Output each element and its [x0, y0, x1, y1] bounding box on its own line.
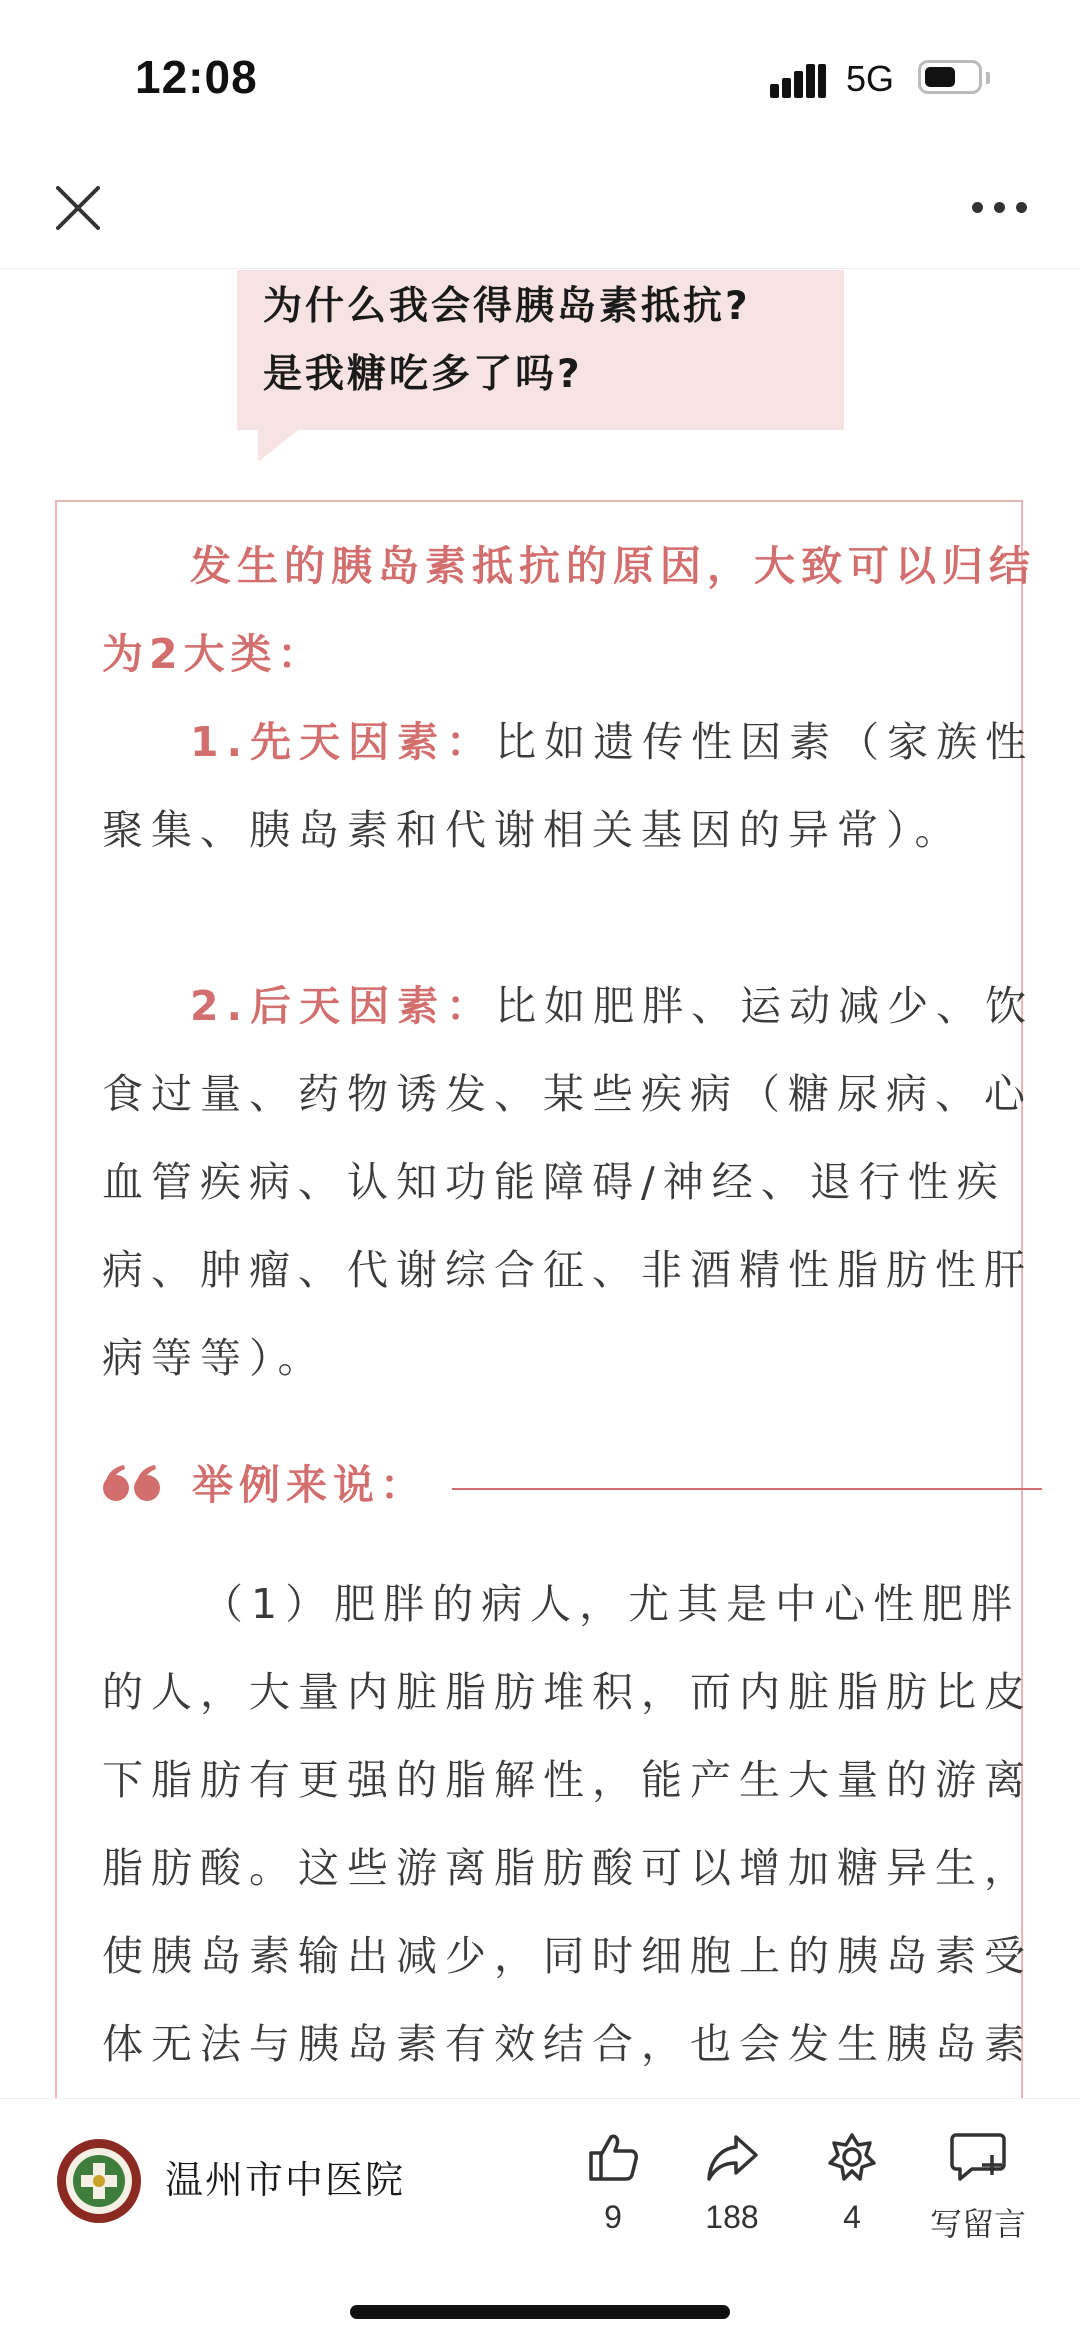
- example-title: 举例来说：: [192, 1461, 427, 1509]
- account-name[interactable]: 温州市中医院: [165, 2158, 406, 2202]
- point-1-paragraph: [102, 698, 1037, 874]
- network-type: 5G: [846, 58, 895, 99]
- status-time: 12:08: [135, 51, 258, 103]
- point-2-paragraph: [102, 962, 1037, 1402]
- account-avatar[interactable]: [55, 2137, 143, 2225]
- signal-icon: [770, 62, 826, 98]
- quote-icon: [102, 1464, 164, 1504]
- like-button[interactable]: [558, 2129, 668, 2249]
- question-callout: [237, 270, 844, 430]
- thumbs-up-icon: [585, 2129, 641, 2185]
- like-count: 9: [604, 2199, 622, 2235]
- question-line-2: 是我糖吃多了吗?: [263, 352, 583, 397]
- write-comment-label: 写留言: [929, 2205, 1026, 2243]
- flower-icon: [824, 2129, 880, 2185]
- battery-icon: [918, 60, 982, 94]
- more-button[interactable]: [972, 200, 1032, 216]
- point-2-text: 比如肥胖、运动减少、饮食过量、药物诱发、某些疾病（糖尿病、心血管疾病、认知功能障碍/神经、退行性疾病、肿瘤、代谢综合征、非酒精性脂肪性肝病等等）。: [102, 982, 1035, 1382]
- share-arrow-icon: [704, 2129, 760, 2185]
- question-line-1: 为什么我会得胰岛素抵抗?: [263, 284, 751, 329]
- example-divider: [452, 1488, 1042, 1490]
- share-count: 188: [705, 2199, 759, 2235]
- close-button[interactable]: [50, 180, 106, 236]
- example-header: [102, 1452, 1037, 1522]
- wow-button[interactable]: [797, 2129, 907, 2249]
- share-button[interactable]: [677, 2129, 787, 2249]
- write-comment-button[interactable]: [918, 2129, 1038, 2249]
- question-callout-tail: [258, 430, 298, 462]
- intro-paragraph: 发生的胰岛素抵抗的原因，大致可以归结为2大类：: [102, 542, 1036, 678]
- article-box: [55, 500, 1036, 2200]
- battery-tip: [986, 72, 990, 84]
- example-paragraph: （1）肥胖的病人，尤其是中心性肥胖的人，大量内脏脂肪堆积，而内脏脂肪比皮下脂肪有更强的脂解性，能产生大量的游离脂肪酸。这些游离脂肪酸可以增加糖异生，使胰岛素输出减少，同时细胞上的胰岛素受体无法与胰岛素有效结合，也会发生胰岛素: [102, 1580, 1033, 2068]
- point-2-label: 2.后天因素：: [190, 982, 496, 1030]
- close-icon: [50, 180, 106, 236]
- status-bar: [0, 0, 1080, 150]
- point-1-label: 1.先天因素：: [190, 718, 496, 766]
- nav-bar: [0, 150, 1080, 269]
- home-indicator[interactable]: [350, 2305, 730, 2319]
- wow-count: 4: [843, 2199, 861, 2235]
- more-dots-icon: [972, 202, 983, 213]
- comment-add-icon: [948, 2129, 1008, 2185]
- more-dot: [994, 202, 1005, 213]
- article-content[interactable]: [0, 270, 1080, 2100]
- more-dot: [1016, 202, 1027, 213]
- point-1-text: 比如遗传性因素（家族性聚集、胰岛素和代谢相关基因的异常）。: [102, 718, 1035, 854]
